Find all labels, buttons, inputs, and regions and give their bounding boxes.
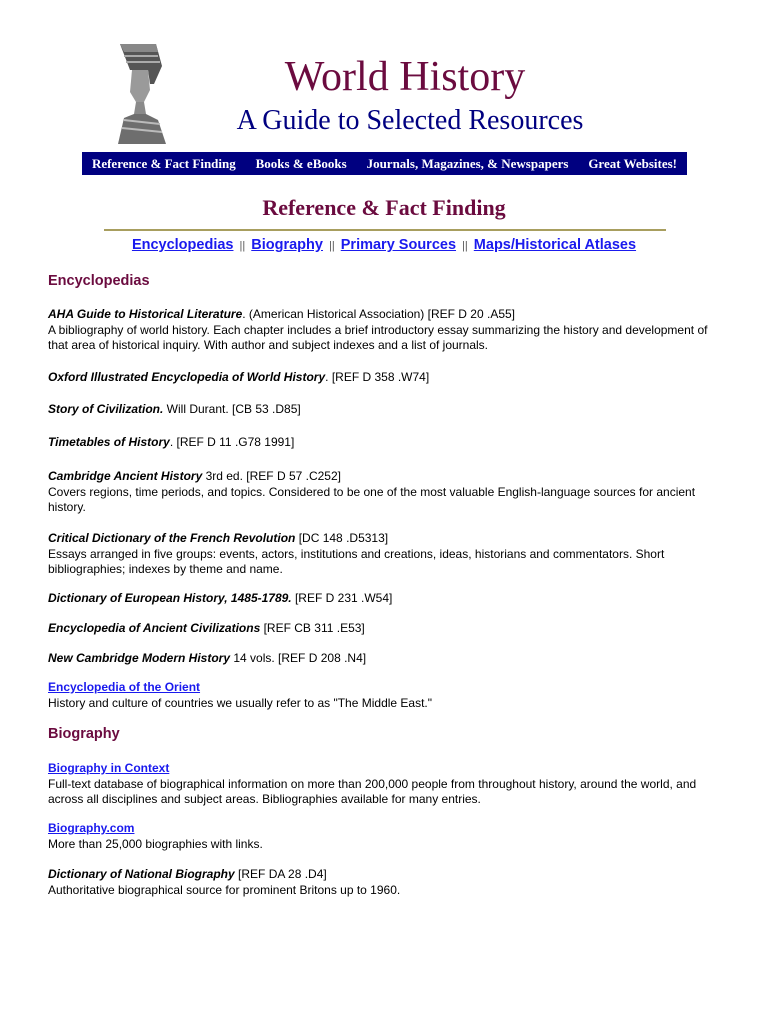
entry-description: A bibliography of world history. Each chapter includes a brief introductory essay summarizing the history and development of that area of historical inquiry. With author and subject indexes and a list of journals.	[48, 322, 708, 352]
entry-title: Timetables of History	[48, 435, 170, 449]
entry-description: Essays arranged in five groups: events, actors, institutions and creations, ideas, historians and commentators. Short bibliographies; indexes by theme and name.	[48, 546, 665, 576]
site-title: World History	[284, 54, 526, 100]
entry-description: Authoritative biographical source for prominent Britons up to 1960.	[48, 882, 401, 897]
entry-title: Dictionary of European History, 1485-1789.	[48, 591, 292, 605]
list-item	[48, 867, 728, 898]
list-item	[48, 307, 728, 354]
entry-info: 14 vols. [REF D 208 .N4]	[230, 651, 367, 665]
entry-title: Cambridge Ancient History	[48, 469, 203, 483]
nav-journals[interactable]: Journals, Magazines, & Newspapers	[366, 155, 569, 171]
entry-info: [DC 148 .D5313]	[295, 531, 389, 545]
entry-title: Dictionary of National Biography	[48, 867, 235, 881]
list-item	[48, 651, 728, 667]
list-item	[48, 469, 728, 516]
main-navbar	[82, 152, 687, 175]
jump-link-biography[interactable]: Biography	[251, 237, 323, 253]
jump-link-primary-sources[interactable]: Primary Sources	[340, 237, 457, 253]
entry-info: [REF DA 28 .D4]	[234, 867, 327, 881]
list-item	[48, 435, 728, 451]
entry-link[interactable]: Encyclopedia of the Orient	[48, 680, 201, 694]
list-item	[48, 621, 728, 637]
entry-title: New Cambridge Modern History	[48, 651, 231, 665]
entry-info: . [REF D 11 .G78 1991]	[169, 435, 295, 449]
nav-reference[interactable]: Reference & Fact Finding	[91, 155, 236, 171]
list-item	[48, 531, 728, 578]
list-item	[48, 370, 728, 386]
entry-info: . (American Historical Association) [REF D 20 .A55]	[242, 307, 516, 321]
list-item	[48, 402, 728, 418]
entry-info: 3rd ed. [REF D 57 .C252]	[202, 469, 341, 483]
jump-link-maps[interactable]: Maps/Historical Atlases	[473, 237, 637, 253]
entry-title: Critical Dictionary of the French Revolution	[48, 531, 296, 545]
entry-info: Will Durant. [CB 53 .D85]	[163, 402, 301, 416]
entry-info: . [REF D 358 .W74]	[325, 370, 430, 384]
divider	[104, 229, 666, 231]
site-subtitle: A Guide to Selected Resources	[236, 105, 584, 136]
entry-description: More than 25,000 biographies with links.	[48, 836, 263, 851]
page-heading: Reference & Fact Finding	[262, 195, 506, 220]
entry-link[interactable]: Biography.com	[48, 821, 135, 835]
section-heading-encyclopedias: Encyclopedias	[48, 273, 150, 289]
list-item	[48, 821, 728, 852]
nav-websites[interactable]: Great Websites!	[588, 155, 678, 171]
entry-info: [REF CB 311 .E53]	[260, 621, 365, 635]
separator: ||	[239, 240, 246, 252]
list-item	[48, 680, 728, 711]
jump-links	[0, 235, 768, 256]
entry-description: Covers regions, time periods, and topics. Considered to be one of the most valuable English-language sources for ancient history.	[48, 484, 696, 514]
entry-title: Story of Civilization.	[48, 402, 164, 416]
list-item	[48, 591, 728, 607]
entry-description: Full-text database of biographical information on more than 200,000 people from throughout history, around the world, and across all disciplines and subject areas. Bibliographies available for many entries.	[48, 776, 697, 806]
separator: ||	[462, 240, 468, 252]
entry-info: [REF D 231 .W54]	[291, 591, 393, 605]
list-item	[48, 761, 728, 808]
entry-title: Encyclopedia of Ancient Civilizations	[48, 621, 261, 635]
nav-books[interactable]: Books & eBooks	[255, 155, 347, 171]
entry-description: History and culture of countries we usually refer to as "The Middle East."	[48, 695, 433, 710]
separator: ||	[329, 240, 335, 252]
entry-title: AHA Guide to Historical Literature	[48, 307, 243, 321]
section-heading-biography: Biography	[48, 726, 120, 742]
jump-link-encyclopedias[interactable]: Encyclopedias	[131, 237, 234, 253]
entry-title: Oxford Illustrated Encyclopedia of World History	[48, 370, 326, 384]
entry-link[interactable]: Biography in Context	[48, 761, 170, 775]
